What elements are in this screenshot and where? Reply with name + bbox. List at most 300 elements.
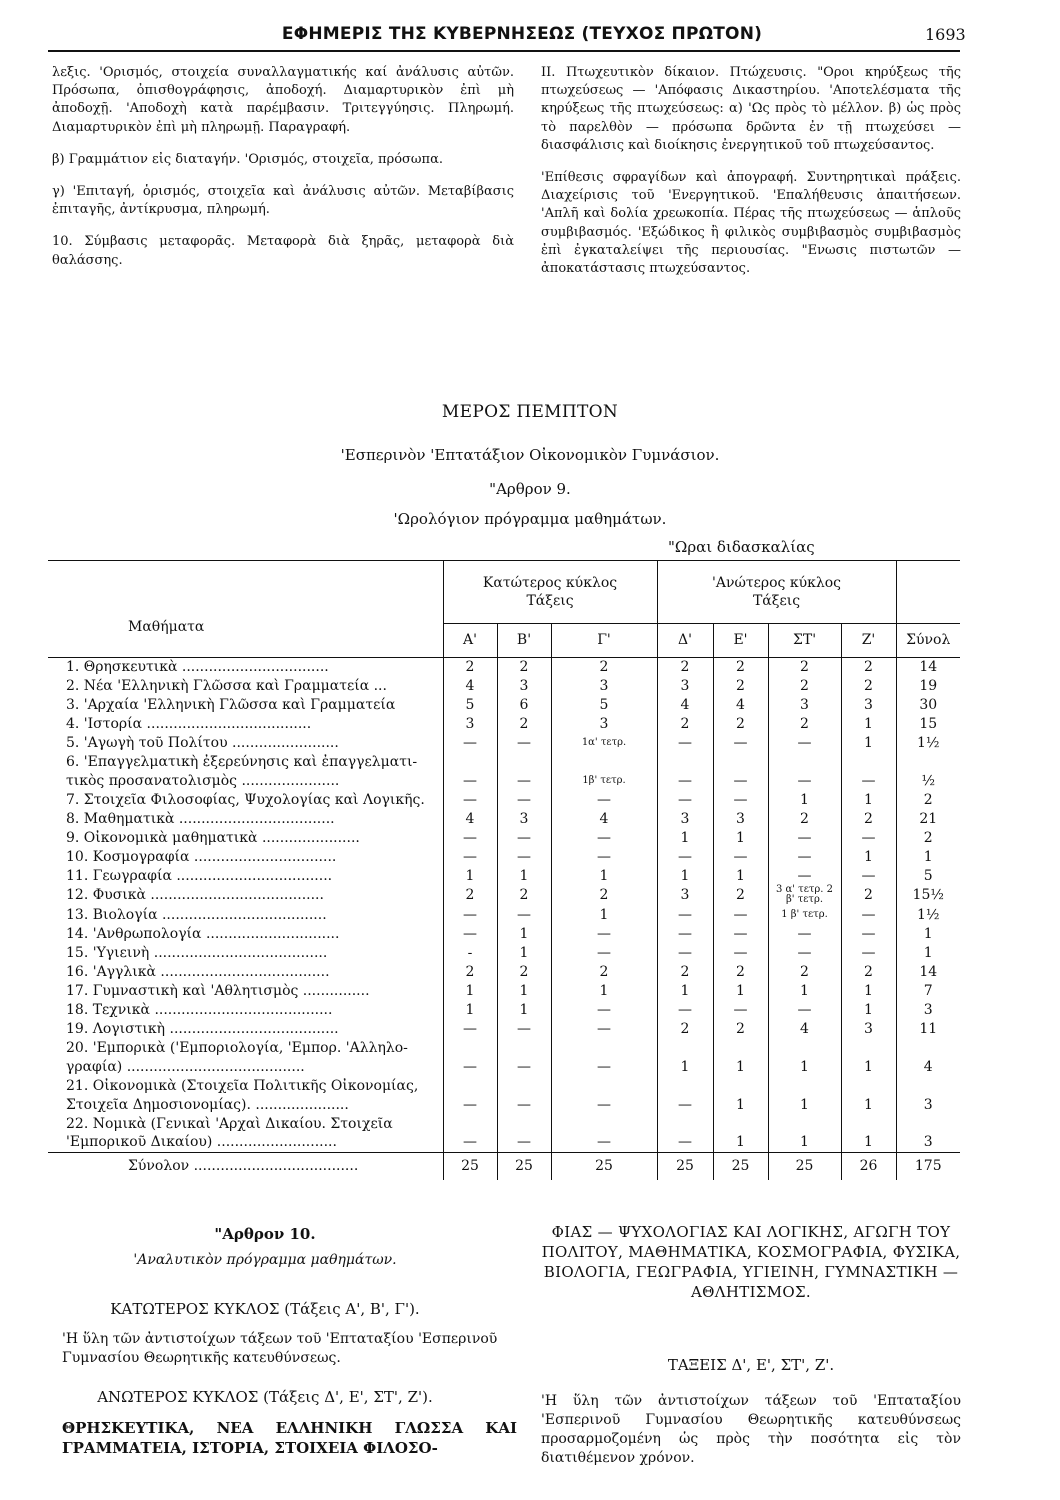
hours-cell: 2 xyxy=(768,676,841,695)
table-row xyxy=(48,905,960,924)
hours-cell: 4 xyxy=(443,676,497,695)
paragraph: γ) 'Επιταγή, ὁρισμός, στοιχεῖα καὶ ἀνάλυσις αὐτῶν. Μεταβίβασις ἐπιταγῆς, ἀντίκρυσμα, πληρωμή. xyxy=(52,184,514,218)
hours-cell: 1 xyxy=(497,981,551,1000)
subject-cell: 17. Γυμναστικὴ καὶ 'Αθλητισμὸς ............... xyxy=(66,982,370,999)
row-total-cell xyxy=(896,1038,960,1057)
row-total-cell: 2 xyxy=(896,828,960,847)
hours-cell: — xyxy=(497,771,551,790)
hours-cell xyxy=(497,1076,551,1095)
hours-cell: — xyxy=(768,866,841,885)
hours-cell: — xyxy=(497,790,551,809)
row-total-cell: 7 xyxy=(896,981,960,1000)
paragraph: λεξις. 'Ορισμός, στοιχεία συναλλαγματικής καί ἀνάλυσις αὐτῶν. Πρόσωπα, ὀπισθογράφησις, ἀποδοχή. Διαμαρτυρικὸν ἐπὶ μὴ ἀποδοχῇ. 'Αποδοχὴ κατὰ παρέμβασιν. Τριτεγγύησις. Πληρωμή. Διαμαρτυρικὸν ἐπὶ μὴ πληρωμῇ. Παραγραφή. xyxy=(52,65,514,135)
hours-cell: 1 xyxy=(443,1000,497,1019)
hours-cell: — xyxy=(657,847,713,866)
hours-cell xyxy=(768,1038,841,1057)
hours-cell xyxy=(841,1038,896,1057)
paragraph: 'Επίθεσις σφραγίδων καὶ ἀπογραφή. Συντηρητικαὶ πράξεις. Διαχείρισις τοῦ 'Ενεργητικοῦ. 'Επαλήθευσις ἀπαιτήσεων. 'Απλῆ καὶ δολία χρεωκοπία. Πέρας τῆς πτωχεύσεως — ἁπλοῦς συμβιβασμός. 'Εξώδικος ἢ φιλικὸς συμβιβασμὸς συμβιβασμὸς ἐπὶ ἐγκαταλείψει τῆς περιουσίας. "Ενωσις πιστωτῶν — ἀποκατάστασις πτωχεύσαντος. xyxy=(541,170,961,277)
table-row xyxy=(48,828,960,847)
hours-cell: 1 xyxy=(841,1095,896,1114)
table-row xyxy=(48,1000,960,1019)
table-row xyxy=(48,1133,960,1152)
hours-cell: — xyxy=(497,905,551,924)
hours-cell: — xyxy=(551,828,657,847)
subject-cell: 18. Τεχνικὰ ........................................ xyxy=(66,1001,333,1018)
upper-cycle-section-label: ΑΝΩΤΕΡΟΣ ΚΥΚΛΟΣ (Τάξεις Δ', Ε', ΣΤ', Ζ'). xyxy=(97,1388,433,1406)
classes-label: ΤΑΞΕΙΣ Δ', Ε', ΣΤ', Ζ'. xyxy=(667,1356,835,1374)
hours-cell: — xyxy=(497,828,551,847)
table-row xyxy=(48,695,960,714)
right-text-column xyxy=(541,64,961,292)
hours-cell: 4 xyxy=(768,1019,841,1038)
total-cell: 175 xyxy=(896,1152,960,1180)
subject-cell: 7. Στοιχεῖα Φιλοσοφίας, Ψυχολογίας καὶ Λογικῆς. xyxy=(66,791,425,808)
table-row xyxy=(48,885,960,905)
hours-cell: 1 xyxy=(768,981,841,1000)
hours-cell: 4 xyxy=(443,809,497,828)
hours-cell: 1 xyxy=(657,981,713,1000)
subject-cell: 3. 'Αρχαία 'Ελληνικὴ Γλῶσσα καὶ Γραμματεία xyxy=(66,696,396,713)
subject-cell: τικὸς προσανατολισμὸς ...................... xyxy=(66,772,340,789)
hours-cell: 2 xyxy=(497,885,551,905)
hours-cell: — xyxy=(657,790,713,809)
hours-cell: — xyxy=(443,847,497,866)
subject-cell: γραφία) ........................................ xyxy=(66,1058,305,1075)
subject-cell: 2. Νέα 'Ελληνικὴ Γλῶσσα καὶ Γραμματεία ... xyxy=(66,677,387,694)
hours-cell: — xyxy=(443,1019,497,1038)
hours-cell xyxy=(841,1114,896,1133)
article-9-subtitle: 'Ωρολόγιον πρόγραμμα μαθημάτων. xyxy=(393,510,667,528)
hours-cell: 1 xyxy=(713,1095,768,1114)
row-total-cell: 4 xyxy=(896,1057,960,1076)
hours-cell: 2 xyxy=(657,962,713,981)
hours-cell xyxy=(443,1038,497,1057)
header-row-cycles xyxy=(48,561,960,623)
hours-cell: — xyxy=(768,771,841,790)
hours-cell: 3 xyxy=(443,714,497,733)
hours-cell: — xyxy=(768,733,841,752)
hours-cell: 3 xyxy=(497,676,551,695)
hours-cell xyxy=(443,752,497,771)
subject-cell: 11. Γεωγραφία ................................... xyxy=(66,867,333,884)
hours-cell: — xyxy=(657,1095,713,1114)
hours-cell: — xyxy=(713,771,768,790)
hours-cell: 2 xyxy=(713,1019,768,1038)
subject-cell: 13. Βιολογία ..................................... xyxy=(66,906,327,923)
left-text-column xyxy=(52,64,514,284)
hours-cell: 3 xyxy=(497,809,551,828)
hours-cell: 2 xyxy=(657,657,713,676)
hours-cell: 1 xyxy=(551,981,657,1000)
hours-cell: 1 xyxy=(768,1057,841,1076)
hours-cell: 1 xyxy=(768,1133,841,1152)
total-cell: 25 xyxy=(768,1152,841,1180)
upper-classes-label: Τάξεις xyxy=(752,592,801,609)
row-total-cell: 1½ xyxy=(896,905,960,924)
hours-cell xyxy=(841,752,896,771)
table-row xyxy=(48,733,960,752)
hours-cell xyxy=(497,1114,551,1133)
row-total-cell: 1 xyxy=(896,943,960,962)
hours-cell: — xyxy=(713,943,768,962)
row-total-cell: 14 xyxy=(896,657,960,676)
page-number: 1693 xyxy=(925,25,966,44)
hours-cell: — xyxy=(657,771,713,790)
class-header: Ζ' xyxy=(841,623,896,657)
hours-cell: 1 β' τετρ. xyxy=(768,905,841,924)
hours-cell xyxy=(551,1076,657,1095)
table-row xyxy=(48,714,960,733)
hours-cell xyxy=(657,1038,713,1057)
hours-cell: 3 xyxy=(551,714,657,733)
hours-cell: — xyxy=(713,924,768,943)
hours-cell: 2 xyxy=(768,714,841,733)
hours-cell: 1 xyxy=(713,866,768,885)
upper-subjects-left: ΘΡΗΣΚΕΥΤΙΚΑ, ΝΕΑ ΕΛΛΗΝΙΚΗ ΓΛΩΣΣΑ ΚΑΙ ΓΡΑΜΜΑΤΕΙΑ, ΙΣΤΟΡΙΑ, ΣΤΟΙΧΕΙΑ ΦΙΛΟΣΟ- xyxy=(62,1419,517,1457)
hours-cell: 1 xyxy=(841,733,896,752)
table-row xyxy=(48,924,960,943)
subject-cell: 'Εμπορικοῦ Δικαίου) ........................... xyxy=(66,1134,337,1151)
table-row xyxy=(48,962,960,981)
table-row xyxy=(48,676,960,695)
class-header: Ε' xyxy=(713,623,768,657)
hours-cell: — xyxy=(713,1000,768,1019)
subject-cell: 12. Φυσικὰ ....................................... xyxy=(66,887,324,903)
hours-cell: 1 xyxy=(443,981,497,1000)
lower-cycle-header xyxy=(443,561,657,623)
table-row xyxy=(48,981,960,1000)
hours-cell: 1 xyxy=(713,981,768,1000)
hours-cell: — xyxy=(768,1000,841,1019)
class-header: Γ' xyxy=(551,623,657,657)
hours-cell: 2 xyxy=(768,962,841,981)
hours-cell: 1 xyxy=(713,1057,768,1076)
article-10-title: "Αρθρον 10. xyxy=(214,1225,316,1243)
subject-cell: 16. 'Αγγλικὰ ...................................... xyxy=(66,963,330,980)
hours-cell xyxy=(657,1114,713,1133)
hours-cell: 1 xyxy=(841,981,896,1000)
hours-cell: — xyxy=(657,943,713,962)
hours-cell xyxy=(713,752,768,771)
hours-cell xyxy=(768,1076,841,1095)
hours-cell: — xyxy=(713,790,768,809)
table-row xyxy=(48,809,960,828)
hours-cell xyxy=(657,752,713,771)
table-row xyxy=(48,790,960,809)
hours-cell: — xyxy=(551,847,657,866)
subject-cell: 21. Οἰκονομικὰ (Στοιχεῖα Πολιτικῆς Οἰκονομίας, xyxy=(66,1077,419,1094)
hours-cell: 3 xyxy=(551,676,657,695)
hours-cell xyxy=(551,1038,657,1057)
hours-cell: 3 xyxy=(657,809,713,828)
hours-cell: — xyxy=(551,1019,657,1038)
hours-cell: 1α' τετρ. xyxy=(551,733,657,752)
article-9-title: "Αρθρον 9. xyxy=(489,480,571,498)
hours-cell: — xyxy=(551,1057,657,1076)
hours-cell: 3 xyxy=(713,809,768,828)
row-total-cell: 1 xyxy=(896,924,960,943)
hours-cell: 1 xyxy=(841,1057,896,1076)
hours-cell: 3 α' τετρ. 2 β' τετρ. xyxy=(768,885,841,905)
hours-cell: — xyxy=(841,866,896,885)
hours-cell: 2 xyxy=(713,676,768,695)
subject-cell: 22. Νομικὰ (Γενικαὶ 'Αρχαὶ Δικαίου. Στοιχεῖα xyxy=(66,1115,393,1132)
hours-cell: 1 xyxy=(768,1095,841,1114)
hours-cell: 1 xyxy=(713,828,768,847)
hours-cell xyxy=(713,1038,768,1057)
row-total-cell: 2 xyxy=(896,790,960,809)
lower-cycle-text: 'Η ὕλη τῶν ἀντιστοίχων τάξεων τοῦ 'Επταταξίου 'Εσπερινοῦ Γυμνασίου Θεωρητικῆς κατευθύνσεως. xyxy=(62,1331,498,1366)
hours-cell xyxy=(497,1038,551,1057)
hours-cell: — xyxy=(657,1000,713,1019)
row-total-cell: 3 xyxy=(896,1000,960,1019)
classes-text: 'Η ὕλη τῶν ἀντιστοίχων τάξεων τοῦ 'Επταταξίου 'Εσπερινοῦ Γυμνασίου Θεωρητικῆς κατευθύνσεως προσαρμοζομένη ὡς πρὸς τὴν ποσότητα εἰς τὸν διατιθέμενον χρόνον. xyxy=(541,1393,961,1466)
hours-cell: — xyxy=(551,943,657,962)
total-label: Σύνολον ..................................... xyxy=(48,1152,443,1180)
hours-cell: 5 xyxy=(551,695,657,714)
class-header: ΣΤ' xyxy=(768,623,841,657)
hours-cell xyxy=(713,1076,768,1095)
hours-cell: — xyxy=(713,847,768,866)
hours-cell: — xyxy=(657,1133,713,1152)
hours-cell: - xyxy=(443,943,497,962)
lower-cycle-section-label: ΚΑΤΩΤΕΡΟΣ ΚΥΚΛΟΣ (Τάξεις Α', Β', Γ'). xyxy=(110,1300,420,1318)
hours-cell: — xyxy=(657,924,713,943)
hours-cell: 2 xyxy=(551,962,657,981)
hours-cell: — xyxy=(443,733,497,752)
hours-cell: — xyxy=(443,924,497,943)
total-header: Σύνολ xyxy=(896,623,960,657)
subject-cell: 1. Θρησκευτικὰ ................................. xyxy=(66,658,329,675)
hours-cell: — xyxy=(497,847,551,866)
hours-cell: — xyxy=(443,1133,497,1152)
hours-cell: — xyxy=(443,1095,497,1114)
hours-cell: 1 xyxy=(841,1000,896,1019)
subject-cell: 4. 'Ιστορία ..................................... xyxy=(66,715,312,732)
row-total-cell: 19 xyxy=(896,676,960,695)
row-total-cell xyxy=(896,1076,960,1095)
hours-cell: 3 xyxy=(657,676,713,695)
table-row xyxy=(48,771,960,790)
hours-cell: — xyxy=(551,1133,657,1152)
lower-classes-label: Τάξεις xyxy=(526,592,574,609)
lower-cycle-label: Κατώτερος κύκλος xyxy=(482,574,618,591)
subject-cell: 10. Κοσμογραφία ................................ xyxy=(66,848,337,865)
hours-cell: 2 xyxy=(841,676,896,695)
hours-cell: — xyxy=(443,790,497,809)
upper-cycle-label: 'Ανώτερος κύκλος xyxy=(712,574,841,591)
hours-cell: 1 xyxy=(713,1133,768,1152)
upper-cycle-header xyxy=(657,561,896,623)
subject-cell: 6. 'Επαγγελματικὴ ἐξερεύνησις καὶ ἐπαγγελματι- xyxy=(66,753,418,770)
row-total-cell: 3 xyxy=(896,1095,960,1114)
hours-cell: 3 xyxy=(657,885,713,905)
hours-cell: — xyxy=(497,1019,551,1038)
hours-cell: 5 xyxy=(443,695,497,714)
hours-cell: — xyxy=(443,905,497,924)
hours-cell: — xyxy=(841,771,896,790)
hours-cell xyxy=(768,752,841,771)
total-cell: 25 xyxy=(713,1152,768,1180)
hours-cell: 4 xyxy=(713,695,768,714)
hours-cell: — xyxy=(841,905,896,924)
hours-cell: 3 xyxy=(841,695,896,714)
hours-cell: — xyxy=(443,1057,497,1076)
hours-cell: — xyxy=(768,924,841,943)
subject-cell: 15. 'Υγιεινὴ ....................................... xyxy=(66,944,328,961)
table-row xyxy=(48,943,960,962)
hours-cell: 2 xyxy=(443,885,497,905)
hours-cell xyxy=(551,1114,657,1133)
subject-cell: 9. Οἰκονομικὰ μαθηματικὰ ...................... xyxy=(66,829,360,846)
hours-cell: — xyxy=(841,924,896,943)
hours-cell: 2 xyxy=(841,657,896,676)
hours-cell: 4 xyxy=(657,695,713,714)
hours-cell: 2 xyxy=(497,962,551,981)
table-row xyxy=(48,866,960,885)
hours-cell: 3 xyxy=(841,1019,896,1038)
table-row xyxy=(48,752,960,771)
hours-cell: 1 xyxy=(551,905,657,924)
hours-cell: 1 xyxy=(497,1000,551,1019)
subject-cell: Στοιχεῖα Δημοσιονομίας). ..................... xyxy=(66,1096,349,1113)
table-row xyxy=(48,1114,960,1133)
row-total-cell: 11 xyxy=(896,1019,960,1038)
hours-cell: 2 xyxy=(841,809,896,828)
total-header-blank xyxy=(896,561,960,623)
hours-cell: 2 xyxy=(768,809,841,828)
total-cell: 25 xyxy=(551,1152,657,1180)
hours-cell: 1 xyxy=(443,866,497,885)
hours-cell: 2 xyxy=(551,657,657,676)
subject-cell: 14. 'Ανθρωπολογία .............................. xyxy=(66,925,340,942)
table-row xyxy=(48,1019,960,1038)
hours-cell: — xyxy=(443,828,497,847)
hours-cell xyxy=(443,1076,497,1095)
class-header: Δ' xyxy=(657,623,713,657)
hours-cell: 2 xyxy=(841,885,896,905)
hours-cell: 1 xyxy=(497,943,551,962)
total-cell: 25 xyxy=(497,1152,551,1180)
row-total-cell xyxy=(896,1114,960,1133)
table-row xyxy=(48,657,960,676)
hours-cell: 4 xyxy=(551,809,657,828)
hours-cell: — xyxy=(841,943,896,962)
hours-cell: 1 xyxy=(657,828,713,847)
total-cell: 25 xyxy=(657,1152,713,1180)
hours-cell: 1β' τετρ. xyxy=(551,771,657,790)
row-total-cell: 15½ xyxy=(896,885,960,905)
hours-cell: 2 xyxy=(768,657,841,676)
table-row xyxy=(48,1095,960,1114)
subjects-header: Μαθήματα xyxy=(48,561,443,657)
hours-cell: — xyxy=(497,733,551,752)
hours-cell: 6 xyxy=(497,695,551,714)
schedule-table xyxy=(48,561,960,1180)
hours-cell: 2 xyxy=(713,885,768,905)
hours-cell: 2 xyxy=(443,657,497,676)
hours-caption: "Ωραι διδασκαλίας xyxy=(668,538,815,556)
hours-cell: 1 xyxy=(657,866,713,885)
subject-cell: 19. Λογιστικὴ ...................................... xyxy=(66,1020,339,1037)
upper-subjects-right: ΦΙΑΣ — ΨΥΧΟΛΟΓΙΑΣ ΚΑΙ ΛΟΓΙΚΗΣ, ΑΓΩΓΗ ΤΟΥ ΠΟΛΙΤΟΥ, ΜΑΘΗΜΑΤΙΚΑ, ΚΟΣΜΟΓΡΑΦΙΑ, ΦΥΣΙΚΑ, ΒΙΟΛΟΓΙΑ, ΓΕΩΓΡΑΦΙΑ, ΥΓΙΕΙΝΗ, ΓΥΜΝΑΣΤΙΚΗ — ΑΘΛΗΤΙΣΜΟΣ. xyxy=(541,1223,961,1301)
subject-cell: 20. 'Εμπορικὰ ('Εμποριολογία, 'Εμπορ. 'Αλληλο- xyxy=(66,1039,408,1056)
totals-row xyxy=(48,1152,960,1180)
hours-cell: — xyxy=(497,1057,551,1076)
total-cell: 26 xyxy=(841,1152,896,1180)
article-10-subtitle: 'Αναλυτικὸν πρόγραμμα μαθημάτων. xyxy=(133,1252,397,1268)
hours-cell: 1 xyxy=(841,847,896,866)
row-total-cell xyxy=(896,752,960,771)
class-header: Β' xyxy=(497,623,551,657)
row-total-cell: 1½ xyxy=(896,733,960,752)
table-row xyxy=(48,847,960,866)
hours-cell: 1 xyxy=(841,714,896,733)
table-row xyxy=(48,1057,960,1076)
hours-cell: — xyxy=(551,790,657,809)
hours-cell: — xyxy=(551,1000,657,1019)
hours-cell: 2 xyxy=(497,714,551,733)
row-total-cell: 21 xyxy=(896,809,960,828)
hours-cell: — xyxy=(768,943,841,962)
gazette-title: ΕΦΗΜΕΡΙΣ ΤΗΣ ΚΥΒΕΡΝΗΣΕΩΣ (ΤΕΥΧΟΣ ΠΡΩΤΟΝ) xyxy=(281,24,763,44)
hours-cell: 2 xyxy=(657,714,713,733)
section-subtitle: 'Εσπερινὸν 'Επτατάξιον Οἰκονομικὸν Γυμνάσιον. xyxy=(340,446,720,464)
hours-cell xyxy=(768,1114,841,1133)
hours-cell: — xyxy=(713,905,768,924)
table-row xyxy=(48,1038,960,1057)
hours-cell: 3 xyxy=(768,695,841,714)
hours-cell: — xyxy=(551,924,657,943)
row-total-cell: ½ xyxy=(896,771,960,790)
class-header: Α' xyxy=(443,623,497,657)
hours-cell xyxy=(841,1076,896,1095)
hours-cell: 1 xyxy=(497,866,551,885)
total-cell: 25 xyxy=(443,1152,497,1180)
paragraph: β) Γραμμάτιον εἰς διαταγήν. 'Ορισμός, στοιχεῖα, πρόσωπα. xyxy=(52,151,443,167)
hours-cell: 1 xyxy=(657,1057,713,1076)
row-total-cell: 1 xyxy=(896,847,960,866)
hours-cell: — xyxy=(768,828,841,847)
hours-cell: — xyxy=(497,1095,551,1114)
hours-cell: 2 xyxy=(443,962,497,981)
hours-cell: — xyxy=(768,847,841,866)
hours-cell: 1 xyxy=(841,1133,896,1152)
hours-cell: 1 xyxy=(551,866,657,885)
hours-cell xyxy=(657,1076,713,1095)
hours-cell: — xyxy=(443,771,497,790)
subject-cell: 8. Μαθηματικὰ ................................... xyxy=(66,810,335,827)
hours-cell: 2 xyxy=(841,962,896,981)
header-rule xyxy=(48,50,960,52)
table-row xyxy=(48,1076,960,1095)
hours-cell: 2 xyxy=(497,657,551,676)
hours-cell: 1 xyxy=(841,790,896,809)
paragraph: 10. Σύμβασις μεταφορᾶς. Μεταφορὰ διὰ ξηρᾶς, μεταφορὰ διὰ θαλάσσης. xyxy=(52,234,514,268)
hours-cell: 2 xyxy=(713,714,768,733)
hours-cell xyxy=(443,1114,497,1133)
hours-cell: — xyxy=(841,828,896,847)
hours-cell: — xyxy=(497,1133,551,1152)
hours-cell xyxy=(497,752,551,771)
hours-cell: 1 xyxy=(768,790,841,809)
row-total-cell: 14 xyxy=(896,962,960,981)
hours-cell: 2 xyxy=(713,657,768,676)
row-total-cell: 15 xyxy=(896,714,960,733)
hours-cell: 2 xyxy=(551,885,657,905)
row-total-cell: 5 xyxy=(896,866,960,885)
hours-cell: — xyxy=(657,905,713,924)
